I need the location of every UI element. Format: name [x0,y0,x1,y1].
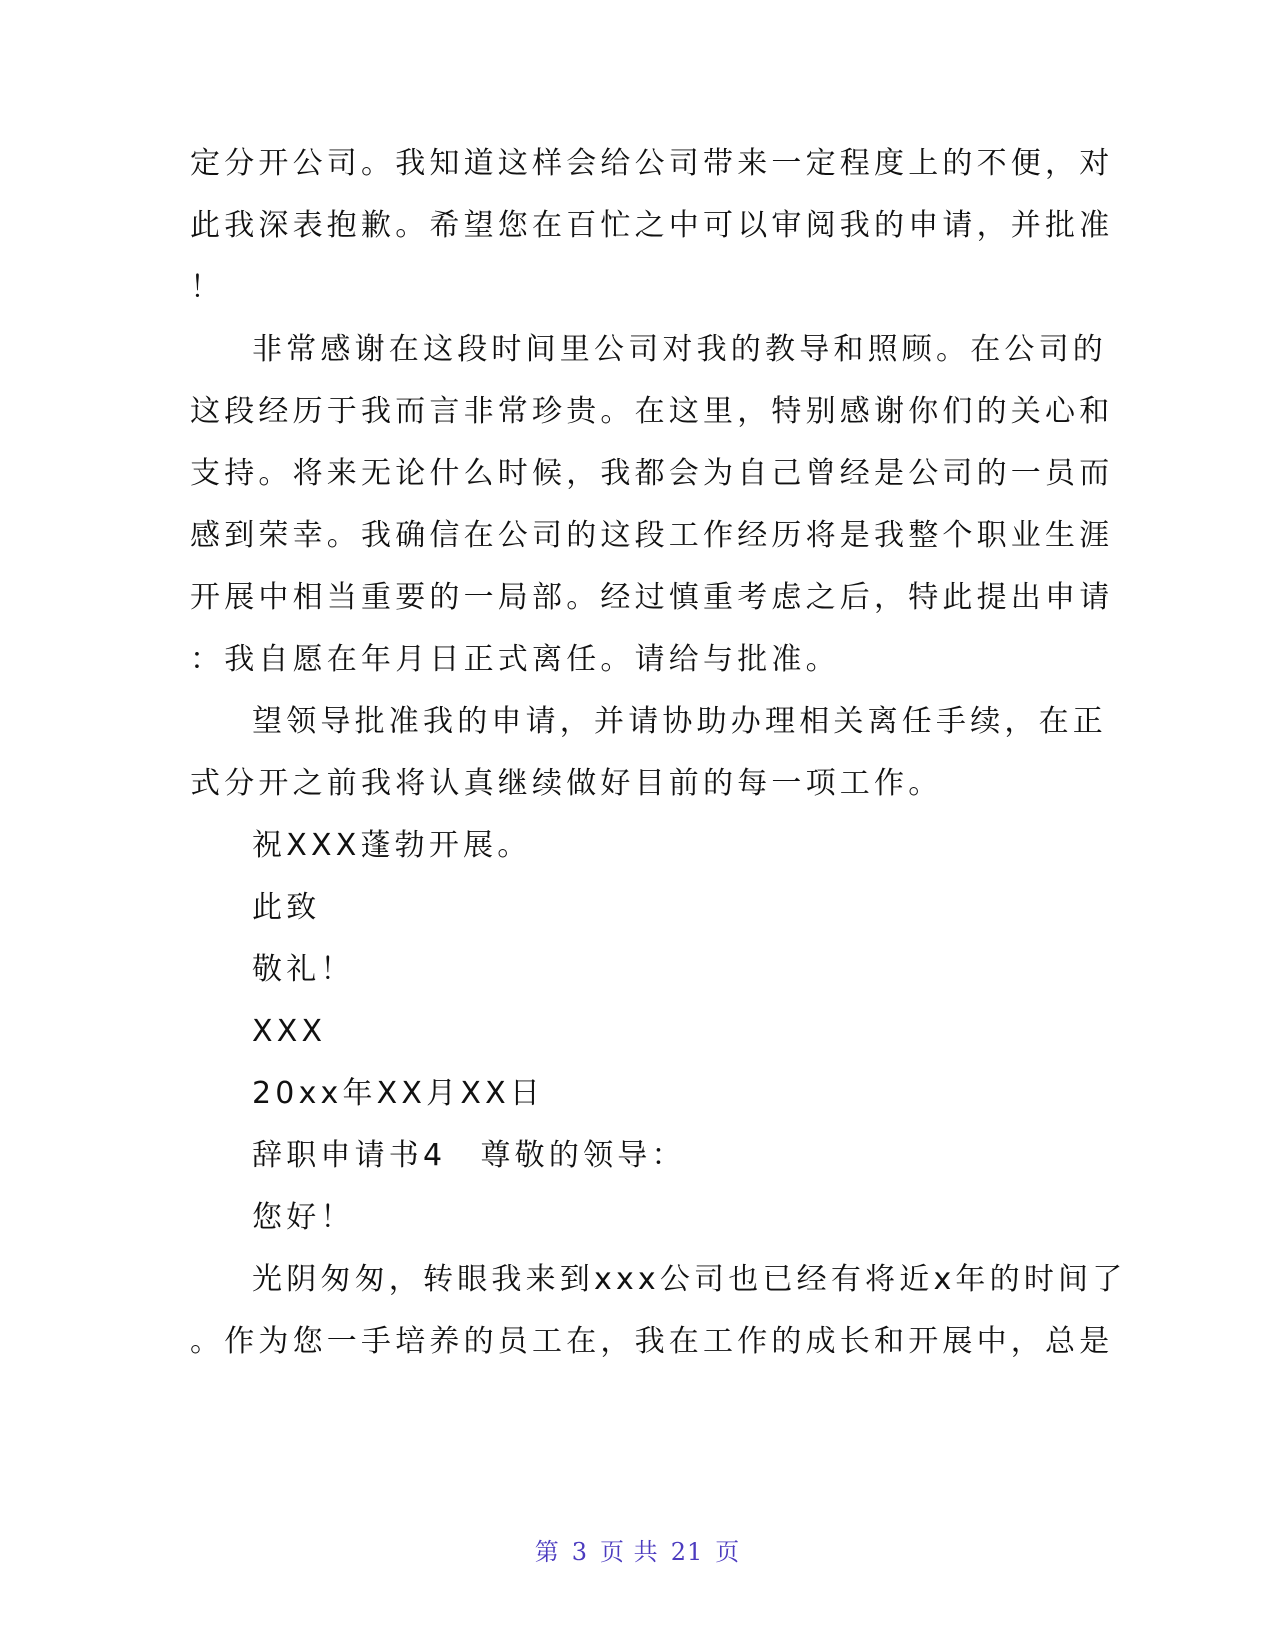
body-line-4: 非常感谢在这段时间里公司对我的教导和照顾。在公司的 [252,332,1107,367]
page-footer [0,1532,1275,1567]
body-line-10: 望领导批准我的申请，并请协助办理相关离任手续，在正 [252,704,1107,739]
body-line-2: 此我深表抱歉。希望您在百忙之中可以审阅我的申请，并批准 [190,208,1114,243]
section-heading: 辞职申请书4 尊敬的领导： [252,1138,686,1173]
greeting: 您好！ [252,1200,355,1235]
body-line-5: 这段经历于我而言非常珍贵。在这里，特别感谢你们的关心和 [190,394,1114,429]
body-line-7: 感到荣幸。我确信在公司的这段工作经历将是我整个职业生涯 [190,518,1114,553]
body-line-6: 支持。将来无论什么时候，我都会为自己曾经是公司的一员而 [190,456,1114,491]
footer-page-number: 3 [571,1538,589,1566]
closing-salutation: 此致 [252,890,321,925]
footer-prefix: 第 [534,1538,560,1566]
body-line-20: 。作为您一手培养的员工在，我在工作的成长和开展中，总是 [190,1324,1114,1359]
footer-middle: 页 共 [600,1538,659,1566]
footer-total-pages: 21 [670,1538,704,1566]
signature-date: 20xx年XX月XX日 [252,1076,545,1111]
closing-respect: 敬礼！ [252,952,355,987]
body-line-9: ：我自愿在年月日正式离任。请给与批准。 [190,642,840,677]
body-line-1: 定分开公司。我知道这样会给公司带来一定程度上的不便，对 [190,146,1114,181]
body-line-11: 式分开之前我将认真继续做好目前的每一项工作。 [190,766,943,801]
body-line-8: 开展中相当重要的一局部。经过慎重考虑之后，特此提出申请 [190,580,1114,615]
body-line-19: 光阴匆匆，转眼我来到xxx公司也已经有将近x年的时间了 [252,1262,1127,1297]
closing-wish: 祝XXX蓬勃开展。 [252,828,532,863]
signature-name: XXX [252,1014,327,1049]
footer-suffix: 页 [715,1538,741,1566]
body-line-3: ！ [190,270,225,305]
